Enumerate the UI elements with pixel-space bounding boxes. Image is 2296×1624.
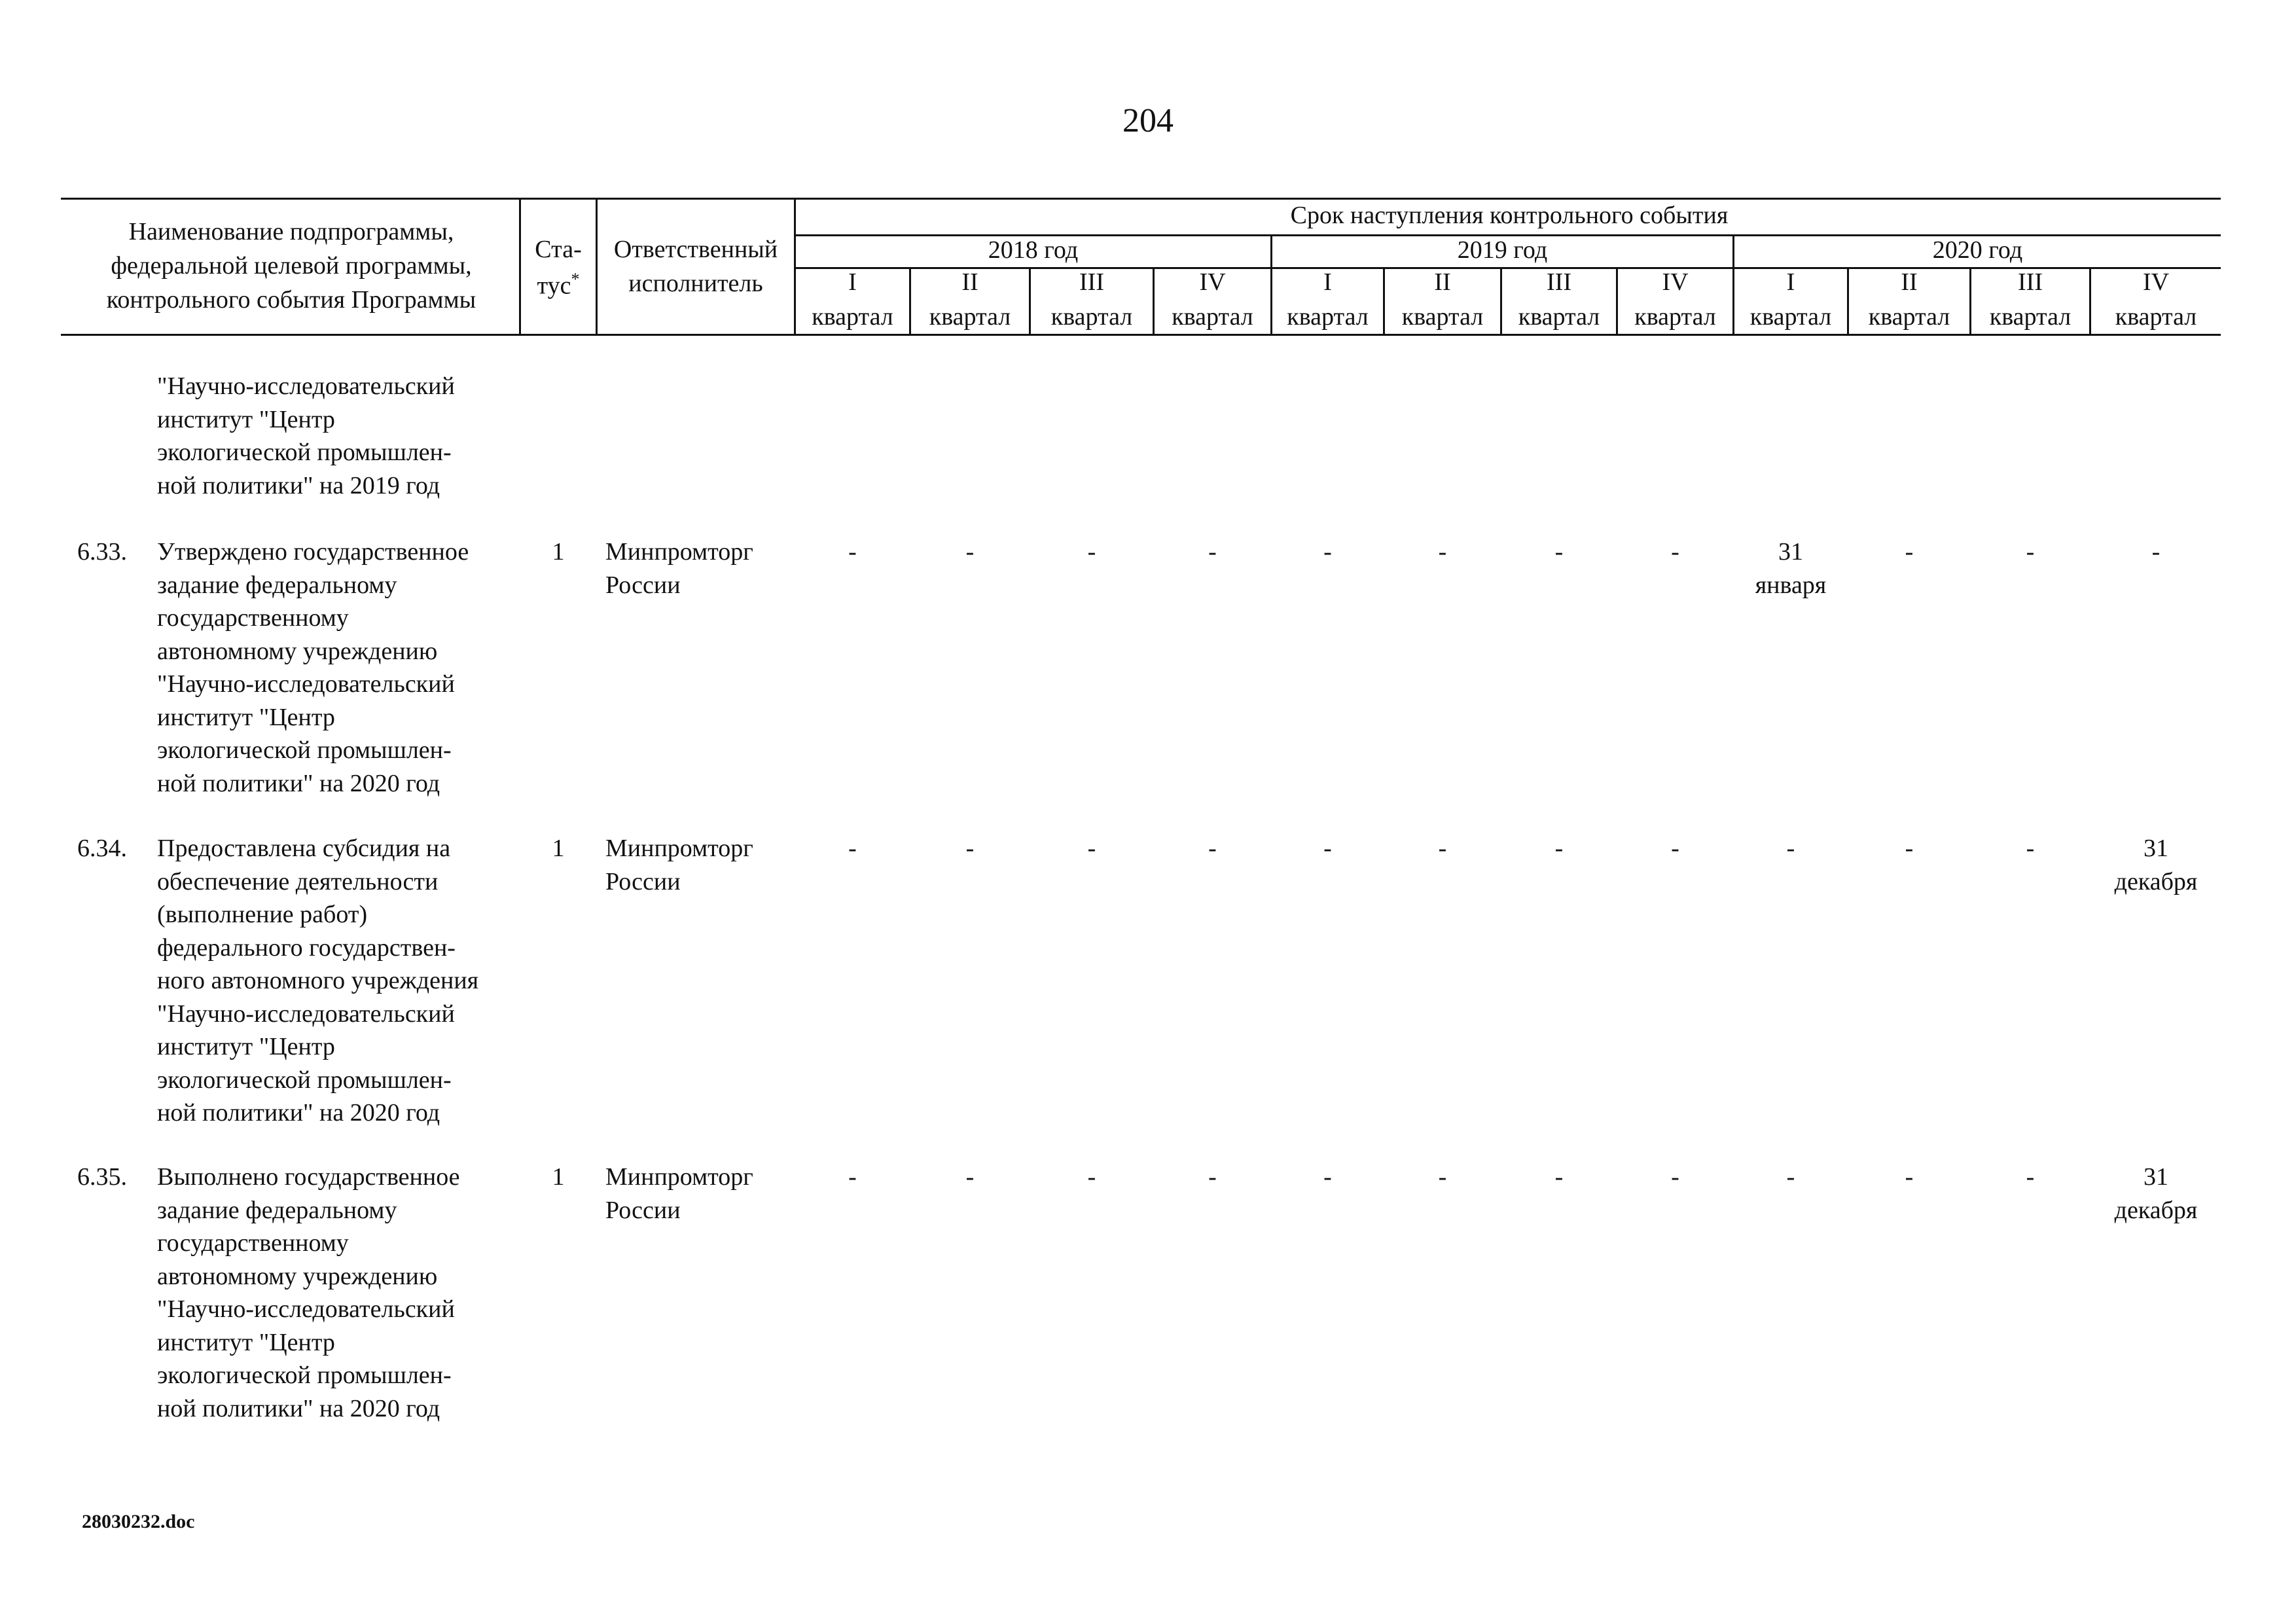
quarter-value: - xyxy=(1438,538,1447,566)
quarter-value: - xyxy=(965,835,975,862)
header-status-column xyxy=(521,232,596,303)
quarter-word: квартал xyxy=(1401,303,1484,331)
quarter-word: квартал xyxy=(1749,303,1832,331)
quarter-word: квартал xyxy=(1868,303,1950,331)
quarter-value: - xyxy=(2026,1163,2035,1191)
quarter-value: - xyxy=(1671,835,1679,862)
quarter-value: - xyxy=(1905,1163,1914,1191)
quarter-value: - xyxy=(1905,538,1914,566)
quarter-word: квартал xyxy=(1287,303,1369,331)
quarter-value: - xyxy=(965,538,975,566)
quarter-value: - xyxy=(1208,835,1217,862)
quarter-value: 31 декабря xyxy=(2114,835,2198,895)
row-responsible: Минпромторг России xyxy=(605,538,753,599)
quarter-value: - xyxy=(2026,538,2035,566)
page-number: 204 xyxy=(1122,102,1174,139)
quarter-word: квартал xyxy=(1634,303,1716,331)
quarter-value: - xyxy=(1671,538,1679,566)
quarter-numeral: II xyxy=(1901,268,1918,296)
year-2019: 2019 год xyxy=(1457,236,1548,264)
quarter-numeral: IV xyxy=(1199,268,1226,296)
row-status: 1 xyxy=(552,538,565,566)
header-resp-line-2: исполнитель xyxy=(628,270,763,297)
quarter-value: - xyxy=(965,1163,975,1191)
row-event-name: Предоставлена субсидия на обеспечение деятельности (выполнение работ) федерального государствен- ного автономного учреждения "Научно-исследовательский институт "Центр экологической промышлен- ной политики" на 2020 год xyxy=(157,835,479,1127)
footer-filename: 28030232.doc xyxy=(82,1511,195,1532)
quarter-word: квартал xyxy=(929,303,1011,331)
quarter-value: - xyxy=(1671,1163,1679,1191)
quarter-word: квартал xyxy=(1989,303,2072,331)
row-responsible: Минпромторг России xyxy=(605,835,753,895)
year-2018: 2018 год xyxy=(988,236,1079,264)
quarter-value: - xyxy=(1438,835,1447,862)
row-number: 6.35. xyxy=(77,1163,127,1191)
header-resp-line-1: Ответственный xyxy=(613,236,778,263)
quarter-word: квартал xyxy=(1518,303,1600,331)
header-term-title: Срок наступления контрольного события xyxy=(1290,202,1729,229)
quarter-numeral: I xyxy=(848,268,857,296)
quarter-value: - xyxy=(1786,1163,1795,1191)
quarter-value: - xyxy=(1554,835,1564,862)
quarter-value: - xyxy=(1087,1163,1096,1191)
quarter-value: - xyxy=(1554,1163,1564,1191)
quarter-numeral: IV xyxy=(1662,268,1689,296)
row-event-name: Выполнено государственное задание федеральному государственному автономному учреждению "Научно-исследовательский институт "Центр экологической промышлен- ной политики" на 2020 год xyxy=(157,1163,460,1422)
quarter-value: - xyxy=(848,835,857,862)
quarter-value: - xyxy=(2026,835,2035,862)
quarter-word: квартал xyxy=(2115,303,2197,331)
quarter-value: - xyxy=(1554,538,1564,566)
quarter-value: - xyxy=(1323,835,1332,862)
row-responsible: Минпромторг России xyxy=(605,1163,753,1224)
quarter-word: квартал xyxy=(812,303,893,331)
quarter-value: 31 января xyxy=(1755,538,1827,599)
quarter-value: - xyxy=(1438,1163,1447,1191)
row-number: 6.34. xyxy=(77,835,127,862)
row-number: 6.33. xyxy=(77,538,127,566)
header-responsible-column xyxy=(598,232,794,300)
quarter-value: - xyxy=(1087,538,1096,566)
quarter-value: - xyxy=(1905,835,1914,862)
header-name-line-3: контрольного события Программы xyxy=(106,286,476,314)
quarter-value: - xyxy=(1208,1163,1217,1191)
quarter-value: 31 декабря xyxy=(2114,1163,2198,1224)
header-name-line-1: Наименование подпрограммы, xyxy=(128,218,454,245)
quarter-value: - xyxy=(1208,538,1217,566)
quarter-numeral: II xyxy=(1434,268,1451,296)
continuation-text: "Научно-исследовательский институт "Центр экологической промышлен- ной политики" на 2019 год xyxy=(157,372,455,499)
quarter-value: - xyxy=(848,1163,857,1191)
quarter-numeral: III xyxy=(1079,268,1104,296)
header-status-line-1: Ста- xyxy=(535,236,582,263)
header-status-line-2: тус xyxy=(537,272,571,300)
header-name-line-2: федеральной целевой программы, xyxy=(111,252,472,280)
quarter-value: - xyxy=(1323,538,1332,566)
row-status: 1 xyxy=(552,835,565,862)
quarter-word: квартал xyxy=(1172,303,1253,331)
quarter-numeral: III xyxy=(2018,268,2043,296)
quarter-value: - xyxy=(1087,835,1096,862)
header-status-mark: * xyxy=(571,270,580,289)
quarter-numeral: I xyxy=(1323,268,1332,296)
quarter-word: квартал xyxy=(1050,303,1133,331)
quarter-numeral: I xyxy=(1786,268,1795,296)
year-2020: 2020 год xyxy=(1932,236,2023,264)
quarter-value: - xyxy=(2151,538,2161,566)
header-name-column xyxy=(65,215,517,317)
quarter-value: - xyxy=(1323,1163,1332,1191)
row-event-name: Утверждено государственное задание федеральному государственному автономному учреждению "Научно-исследовательский институт "Центр экологической промышлен- ной политики" на 2020 год xyxy=(157,538,469,797)
row-status: 1 xyxy=(552,1163,565,1191)
quarter-numeral: IV xyxy=(2142,268,2170,296)
quarter-value: - xyxy=(1786,835,1795,862)
quarter-value: - xyxy=(848,538,857,566)
quarter-numeral: III xyxy=(1547,268,1571,296)
quarter-numeral: II xyxy=(961,268,978,296)
